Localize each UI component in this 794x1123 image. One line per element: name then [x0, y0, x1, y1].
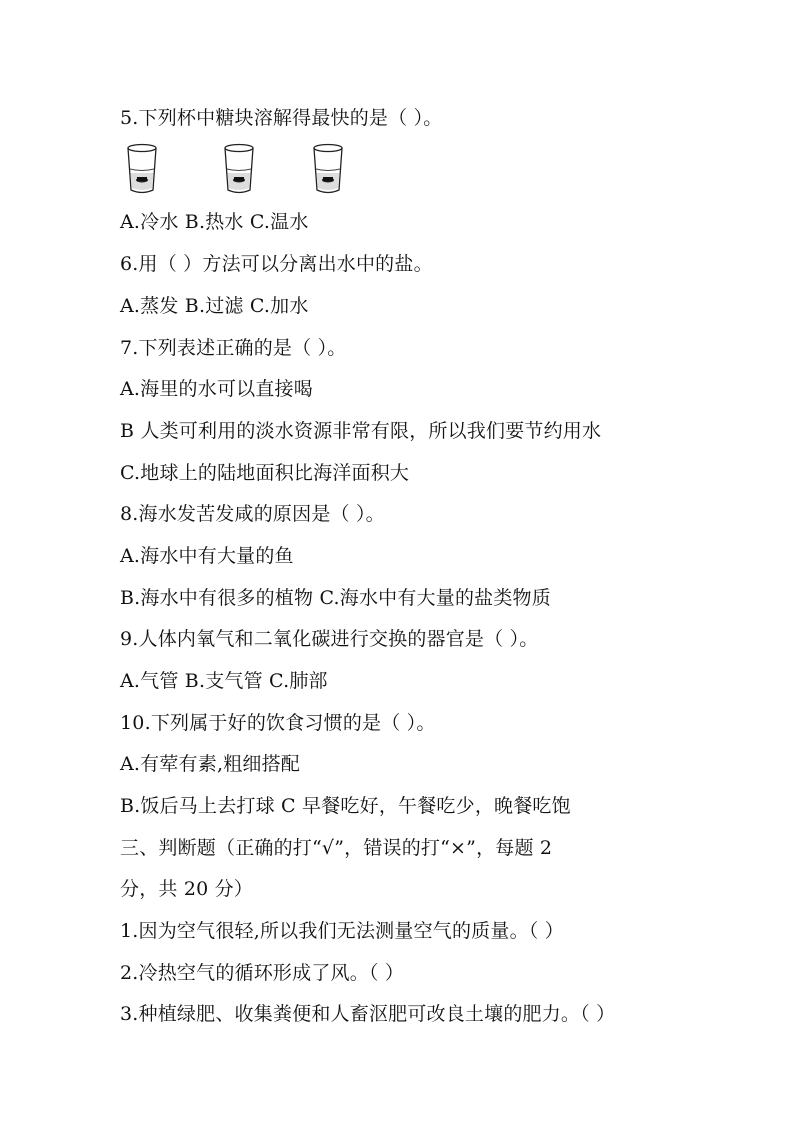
judgment-1: 1.因为空气很轻,所以我们无法测量空气的质量。（ ） [120, 920, 564, 942]
question-7-option-a: A.海里的水可以直接喝 [120, 378, 313, 400]
question-5-options: A.冷水 B.热水 C.温水 [120, 211, 309, 233]
glass-cup-icon [125, 143, 159, 195]
judgment-2: 2.冷热空气的循环形成了风。（ ） [120, 962, 405, 984]
question-8-option-a: A.海水中有大量的鱼 [120, 545, 294, 567]
question-10-options-bc: B.饭后马上去打球 C 早餐吃好，午餐吃少，晚餐吃饱 [120, 795, 571, 817]
question-7-option-b: B 人类可利用的淡水资源非常有限，所以我们要节约用水 [120, 420, 602, 442]
question-7: 7.下列表述正确的是（ ）。 [120, 337, 347, 359]
question-6: 6.用（ ）方法可以分离出水中的盐。 [120, 253, 433, 275]
cup-images [125, 143, 425, 195]
question-9-options: A.气管 B.支气管 C.肺部 [120, 670, 328, 692]
glass-cup-icon [222, 143, 256, 195]
question-10-option-a: A.有荤有素,粗细搭配 [120, 753, 301, 775]
question-8: 8.海水发苦发咸的原因是（ ）。 [120, 503, 385, 525]
question-8-options-bc: B.海水中有很多的植物 C.海水中有大量的盐类物质 [120, 587, 551, 609]
question-10: 10.下列属于好的饮食习惯的是（ ）。 [120, 712, 436, 734]
question-6-options: A.蒸发 B.过滤 C.加水 [120, 295, 309, 317]
section-3-heading-cont: 分，共 20 分） [120, 878, 254, 900]
question-7-option-c: C.地球上的陆地面积比海洋面积大 [120, 462, 410, 484]
glass-cup-icon [311, 143, 345, 195]
question-9: 9.人体内氧气和二氧化碳进行交换的器官是（ ）。 [120, 628, 539, 650]
judgment-3: 3.种植绿肥、收集粪便和人畜沤肥可改良土壤的肥力。（ ） [120, 1003, 616, 1025]
section-3-heading: 三、判断题（正确的打“√”，错误的打“×”，每题 2 [120, 837, 553, 859]
question-5: 5.下列杯中糖块溶解得最快的是（ ）。 [120, 107, 443, 129]
